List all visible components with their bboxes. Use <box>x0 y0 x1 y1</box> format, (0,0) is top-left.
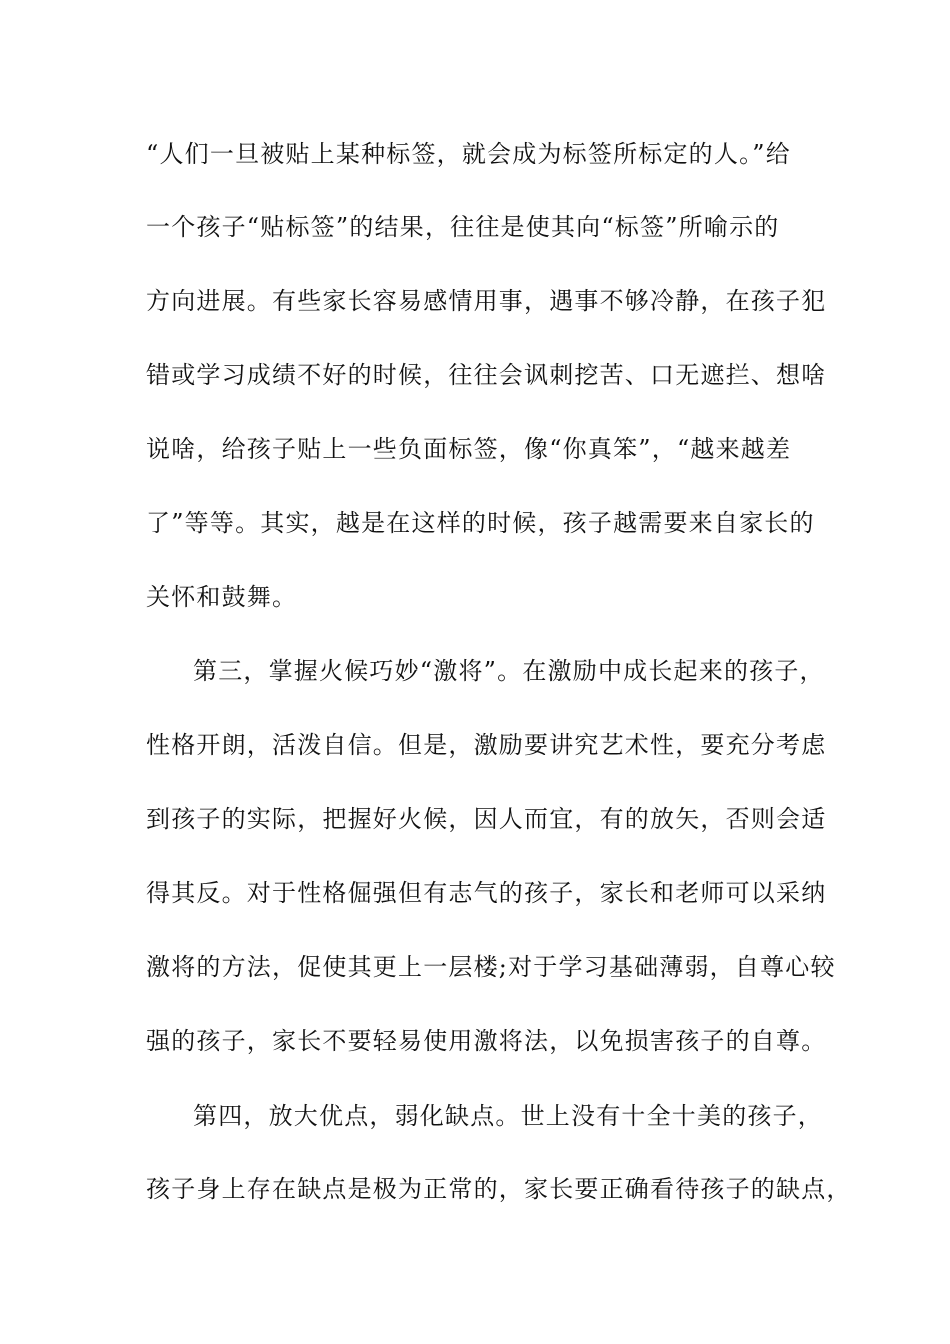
text-line: 得其反。对于性格倔强但有志气的孩子，家长和老师可以采纳 <box>146 879 827 907</box>
text-line: 到孩子的实际，把握好火候，因人而宜，有的放矢，否则会适 <box>146 805 827 833</box>
paragraph-start-line: 第三，掌握火候巧妙“激将”。在激励中成长起来的孩子， <box>193 657 825 685</box>
text-line: 一个孩子“贴标签”的结果，往往是使其向“标签”所喻示的 <box>146 213 780 241</box>
text-line: 性格开朗，活泼自信。但是，激励要讲究艺术性，要充分考虑 <box>146 731 827 759</box>
paragraph-start-line: 第四，放大优点，弱化缺点。世上没有十全十美的孩子， <box>193 1102 823 1130</box>
text-line: “人们一旦被贴上某种标签，就会成为标签所标定的人。”给 <box>146 140 791 168</box>
text-line: 说啥，给孩子贴上一些负面标签，像“你真笨”，“越来越差 <box>146 435 792 463</box>
text-line: 方向进展。有些家长容易感情用事，遇事不够冷静，在孩子犯 <box>146 287 827 315</box>
text-line: 激将的方法，促使其更上一层楼;对于学习基础薄弱，自尊心较 <box>146 953 836 981</box>
text-line: 孩子身上存在缺点是极为正常的，家长要正确看待孩子的缺点， <box>146 1175 852 1203</box>
text-line: 强的孩子，家长不要轻易使用激将法，以免损害孩子的自尊。 <box>146 1027 827 1055</box>
text-line: 错或学习成绩不好的时候，往往会讽刺挖苦、口无遮拦、想啥 <box>146 361 827 389</box>
text-line: 了”等等。其实，越是在这样的时候，孩子越需要来自家长的 <box>146 509 815 537</box>
text-line: 关怀和鼓舞。 <box>146 583 298 611</box>
